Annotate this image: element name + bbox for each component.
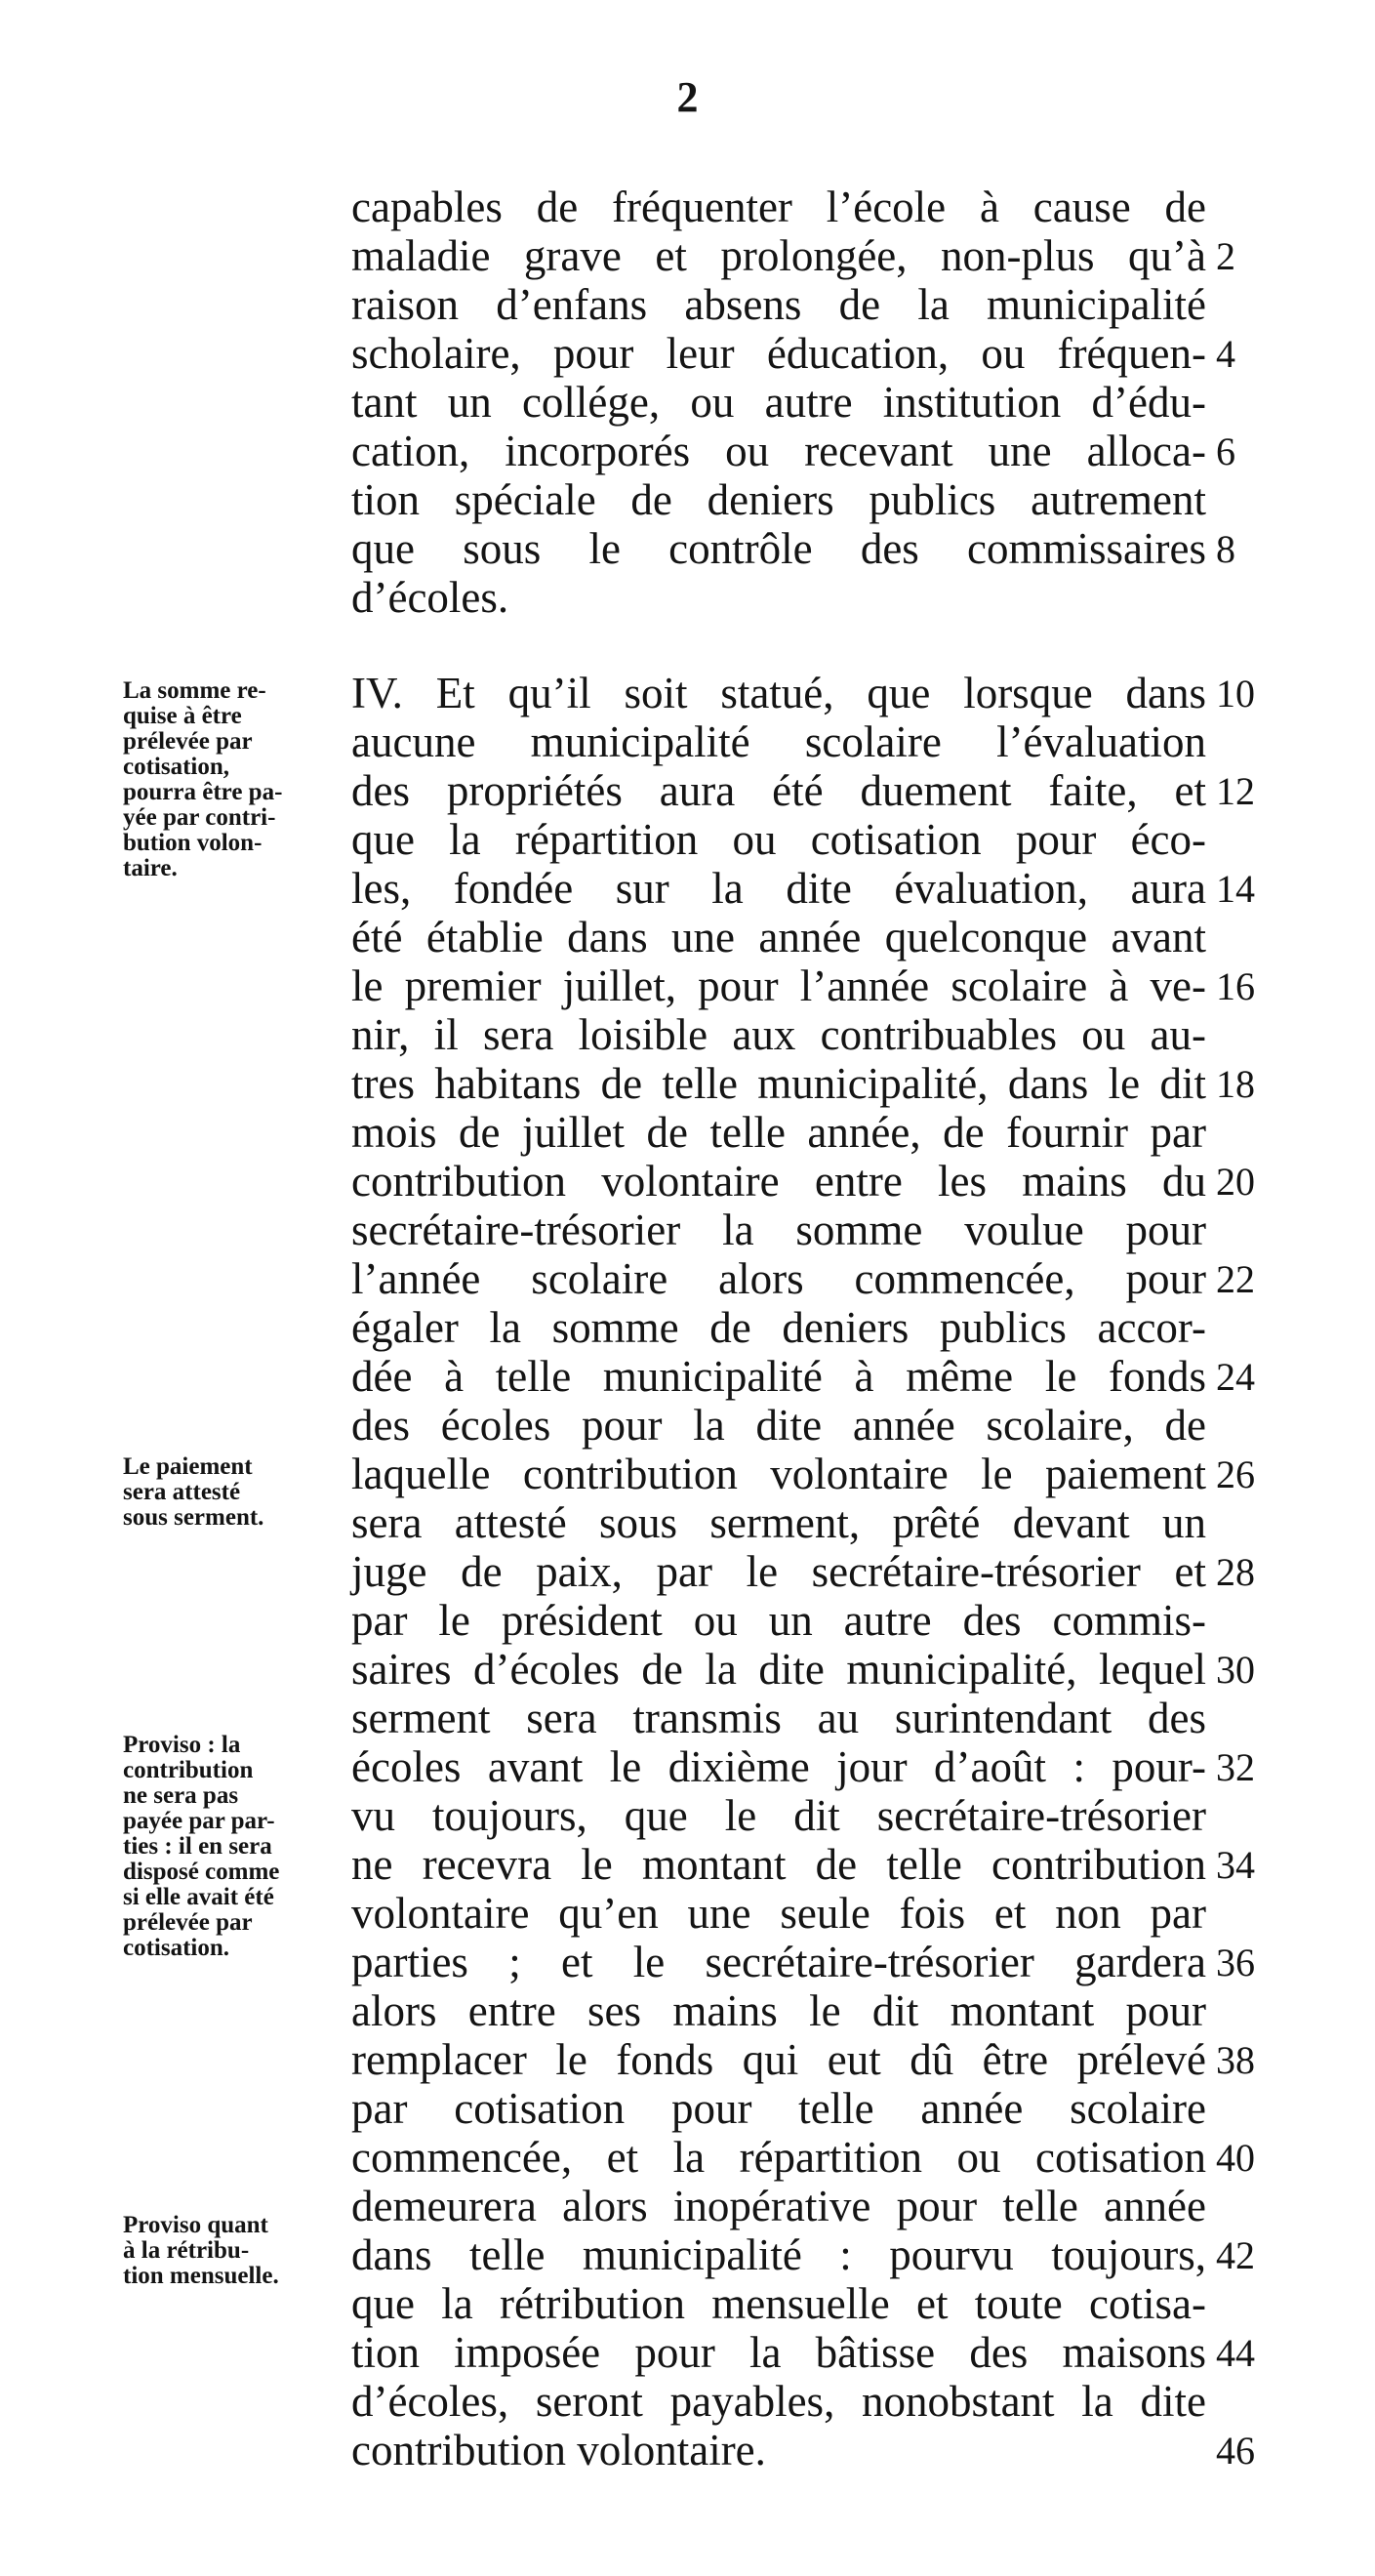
text-line: volontaire qu’en une seule fois et non par (351, 1889, 1206, 1938)
margin-note-line: ties : il en sera (123, 1833, 272, 1860)
text-line: maladie grave et prolongée, non-plus qu’à (351, 231, 1206, 280)
text-line: l’année scolaire alors commencée, pour (351, 1254, 1206, 1303)
margin-note-line: sera attesté (123, 1479, 241, 1505)
text-line: tion imposée pour la bâtisse des maisons (351, 2328, 1206, 2377)
text-line: des écoles pour la dite année scolaire, de (351, 1401, 1206, 1450)
text-line: scholaire, pour leur éducation, ou fréquen- (351, 329, 1206, 378)
line-number: 42 (1216, 2233, 1255, 2277)
text-line: des propriétés aura été duement faite, et (351, 766, 1206, 815)
text-line: par le président ou un autre des commis- (351, 1596, 1206, 1645)
text-line: que la rétribution mensuelle et toute cotisa- (351, 2279, 1206, 2328)
line-number: 8 (1216, 527, 1235, 571)
line-number: 14 (1216, 867, 1255, 911)
margin-note-line: prélevée par (123, 728, 253, 755)
margin-note-line: disposé comme (123, 1859, 280, 1885)
line-number: 22 (1216, 1257, 1255, 1301)
margin-note (123, 678, 338, 881)
margin-note-line: pourra être pa- (123, 779, 283, 805)
text-line: nir, il sera loisible aux contribuables ou au- (351, 1010, 1206, 1059)
line-number: 2 (1216, 234, 1235, 278)
text-line: tres habitans de telle municipalité, dans le dit (351, 1059, 1206, 1108)
line-number: 18 (1216, 1062, 1255, 1106)
text-line: tant un collége, ou autre institution d’édu- (351, 378, 1206, 427)
text-line: laquelle contribution volontaire le paiement (351, 1450, 1206, 1498)
margin-note-line: yée par contri- (123, 804, 276, 831)
margin-note-line: Proviso quant (123, 2212, 268, 2238)
text-line: mois de juillet de telle année, de fournir par (351, 1108, 1206, 1157)
line-number: 16 (1216, 964, 1255, 1008)
margin-note-line: prélevée par (123, 1909, 253, 1936)
text-line: dée à telle municipalité à même le fonds (351, 1352, 1206, 1401)
text-line: par cotisation pour telle année scolaire (351, 2084, 1206, 2133)
margin-note-line: si elle avait été (123, 1884, 274, 1910)
margin-note (123, 1733, 338, 1961)
text-line: égaler la somme de deniers publics accor- (351, 1303, 1206, 1352)
margin-note-line: ne sera pas (123, 1782, 239, 1809)
text-line: saires d’écoles de la dite municipalité, lequel (351, 1645, 1206, 1694)
text-line: le premier juillet, pour l’année scolaire à ve- (351, 961, 1206, 1010)
line-number: 24 (1216, 1355, 1255, 1399)
text-line: été établie dans une année quelconque avant (351, 913, 1206, 961)
text-line: ne recevra le montant de telle contribution (351, 1840, 1206, 1889)
line-number: 44 (1216, 2331, 1255, 2375)
margin-note-line: bution volon- (123, 830, 263, 856)
margin-note-line: Proviso : la (123, 1732, 241, 1758)
line-number: 38 (1216, 2038, 1255, 2082)
margin-note-line: Le paiement (123, 1453, 253, 1480)
line-number: 34 (1216, 1843, 1255, 1887)
text-line: que sous le contrôle des commissaires (351, 524, 1206, 573)
margin-note-line: taire. (123, 855, 178, 881)
text-line: secrétaire-trésorier la somme voulue pour (351, 1206, 1206, 1254)
page-number: 2 (676, 73, 699, 121)
text-line: capables de fréquenter l’école à cause de (351, 183, 1206, 231)
text-line: vu toujours, que le dit secrétaire-trésorier (351, 1791, 1206, 1840)
margin-note-line: à la rétribu- (123, 2237, 250, 2264)
margin-note-line: payée par par- (123, 1808, 275, 1834)
text-line: tion spéciale de deniers publics autrement (351, 475, 1206, 524)
text-line: demeurera alors inopérative pour telle année (351, 2182, 1206, 2230)
text-line: que la répartition ou cotisation pour éco- (351, 815, 1206, 864)
margin-note-line: cotisation, (123, 754, 230, 780)
text-line: serment sera transmis au surintendant des (351, 1694, 1206, 1742)
line-number: 26 (1216, 1452, 1255, 1496)
line-number: 10 (1216, 672, 1255, 716)
line-number: 40 (1216, 2136, 1255, 2180)
text-line: contribution volontaire. (351, 2426, 766, 2474)
line-number: 12 (1216, 769, 1255, 813)
text-line: sera attesté sous serment, prêté devant un (351, 1498, 1206, 1547)
text-line: dans telle municipalité : pourvu toujours, (351, 2230, 1206, 2279)
text-line: IV. Et qu’il soit statué, que lorsque dans (351, 669, 1206, 717)
text-line: juge de paix, par le secrétaire-trésorier et (351, 1547, 1206, 1596)
margin-note-line: quise à être (123, 703, 242, 729)
margin-note-line: contribution (123, 1757, 254, 1783)
margin-note-line: cotisation. (123, 1935, 230, 1961)
margin-note (123, 2213, 338, 2289)
line-number: 6 (1216, 429, 1235, 473)
margin-note-line: sous serment. (123, 1504, 264, 1531)
margin-note-line: La somme re- (123, 677, 266, 704)
text-line: d’écoles, seront payables, nonobstant la dite (351, 2377, 1206, 2426)
text-line: d’écoles. (351, 573, 509, 622)
margin-note (123, 1454, 338, 1531)
line-number: 4 (1216, 332, 1235, 376)
line-number: 32 (1216, 1745, 1255, 1789)
text-line: alors entre ses mains le dit montant pour (351, 1986, 1206, 2035)
line-number: 28 (1216, 1550, 1255, 1594)
text-line: aucune municipalité scolaire l’évaluation (351, 717, 1206, 766)
text-line: raison d’enfans absens de la municipalité (351, 280, 1206, 329)
margin-note-line: tion mensuelle. (123, 2263, 279, 2289)
text-line: écoles avant le dixième jour d’août : pour- (351, 1742, 1206, 1791)
line-number: 30 (1216, 1648, 1255, 1692)
text-line: commencée, et la répartition ou cotisation (351, 2133, 1206, 2182)
text-line: remplacer le fonds qui eut dû être prélevé (351, 2035, 1206, 2084)
text-line: parties ; et le secrétaire-trésorier gardera (351, 1938, 1206, 1986)
line-number: 20 (1216, 1160, 1255, 1204)
line-number: 36 (1216, 1941, 1255, 1984)
line-number: 46 (1216, 2429, 1255, 2473)
text-line: contribution volontaire entre les mains du (351, 1157, 1206, 1206)
text-line: cation, incorporés ou recevant une alloca- (351, 427, 1206, 475)
text-line: les, fondée sur la dite évaluation, aura (351, 864, 1206, 913)
